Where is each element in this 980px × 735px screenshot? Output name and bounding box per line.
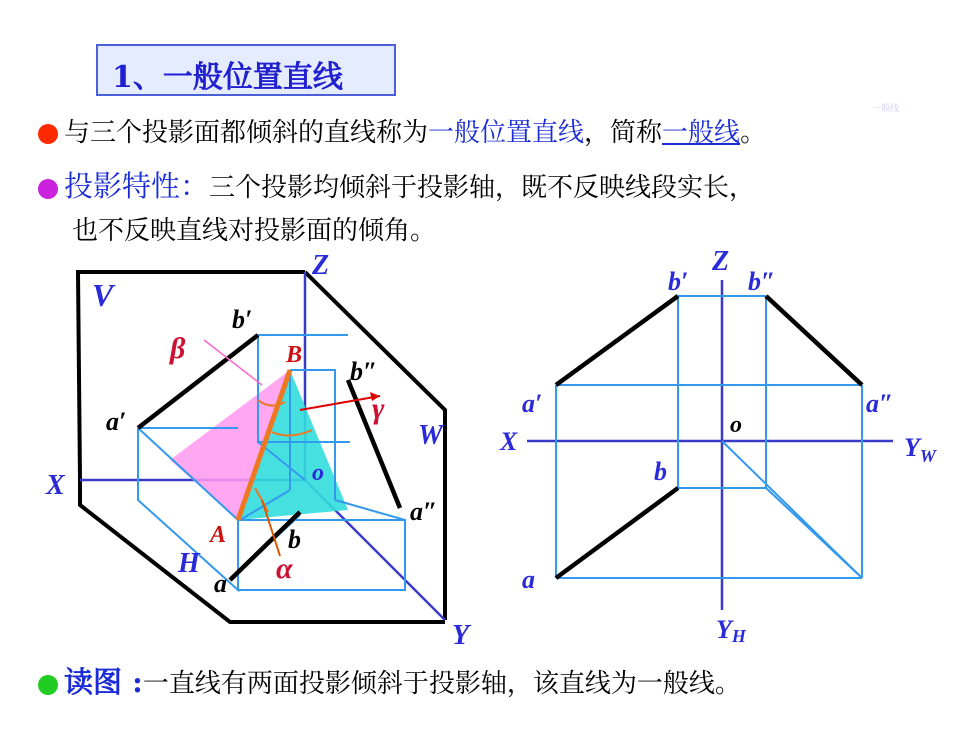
label-gamma: γ <box>372 392 385 425</box>
label-b-2d: b <box>654 457 667 486</box>
label-alpha: α <box>276 552 293 585</box>
orthographic-diagram <box>499 246 938 646</box>
label-origin-3d: o <box>312 460 324 486</box>
label-a-prime-3d: a′ <box>106 407 127 436</box>
definition-text-2: ，简称 <box>584 118 663 148</box>
label-w-plane: W <box>418 420 443 451</box>
front-projection-2d <box>556 296 678 385</box>
gamma-pointer <box>300 396 380 410</box>
reading-text: 一直线有两面投影倾斜于投影轴，该直线为一般线。 <box>142 669 741 699</box>
label-h-plane: H <box>178 548 200 579</box>
definition-text: 与三个投影面都倾斜的直线称为 <box>64 118 429 148</box>
ortho-projection-lines <box>556 296 862 578</box>
properties-heading: 投影特性： <box>64 169 210 203</box>
label-origin-2d: o <box>730 412 742 438</box>
label-x-2d: X <box>500 427 518 456</box>
label-b-3d: b <box>288 525 301 554</box>
page-title: 1、一般位置直线 <box>112 60 343 95</box>
label-yw: $Y_W$ <box>904 433 936 466</box>
definition-end: 。 <box>740 118 767 148</box>
label-yh: YH <box>716 615 746 646</box>
top-projection-2d <box>556 488 678 578</box>
label-b-prime-2d: b′ <box>668 267 689 296</box>
label-b-double-prime-2d: b″ <box>748 267 776 296</box>
label-a-3d: a <box>214 569 227 598</box>
label-y-3d: Y <box>452 620 470 651</box>
label-b-prime-3d: b′ <box>232 305 253 334</box>
label-z-3d: Z <box>312 250 330 281</box>
label-a-double-prime-2d: a″ <box>866 389 894 418</box>
properties-text: 三个投影均倾斜于投影轴，既不反映线段实长， <box>209 173 756 203</box>
short-term-link[interactable]: 一般线 <box>662 118 741 148</box>
label-b-double-prime-3d: b″ <box>350 357 378 386</box>
label-x-3d: X <box>46 470 65 501</box>
label-v-plane: V <box>92 277 114 313</box>
label-beta: β <box>170 332 186 365</box>
label-point-a: A <box>210 522 227 548</box>
label-a-2d: a <box>522 565 535 594</box>
label-a-prime-2d: a′ <box>522 389 543 418</box>
label-z-2d: Z <box>712 246 730 277</box>
reading-heading: 读图 : <box>64 665 143 699</box>
watermark-text: 一般线 <box>872 104 900 114</box>
beta-pointer <box>204 340 262 385</box>
label-point-b: B <box>286 342 303 368</box>
properties-text-2: 也不反映直线对投影面的倾角。 <box>72 216 437 246</box>
term-general-line: 一般位置直线 <box>428 118 585 148</box>
side-projection-2d <box>766 296 862 385</box>
pictorial-diagram <box>45 250 472 651</box>
label-a-double-prime-3d: a″ <box>410 497 438 526</box>
